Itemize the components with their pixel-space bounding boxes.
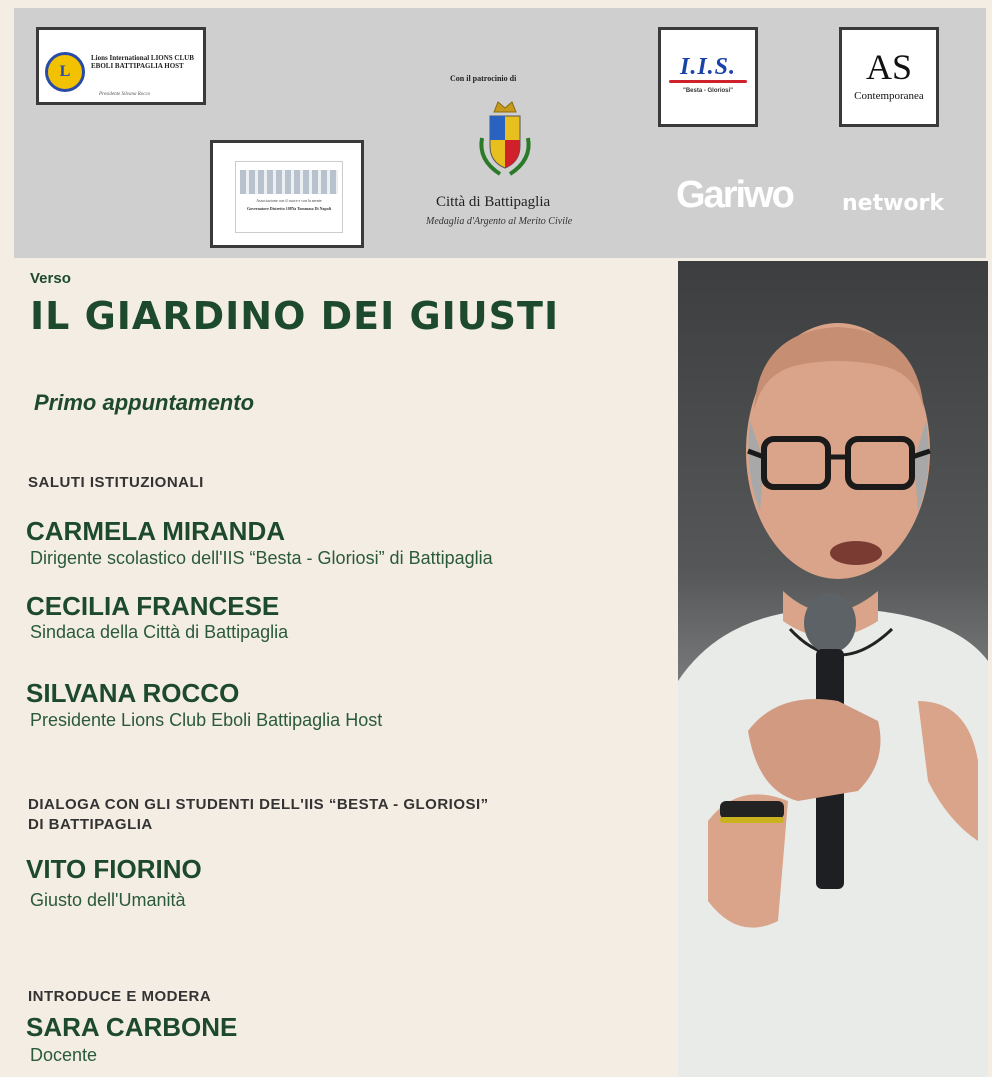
saluti-label: SALUTI ISTITUZIONALI [28,474,204,491]
patronage-label: Con il patrocinio di [450,74,517,83]
iis-subtitle: "Besta - Gloriosi" [682,88,734,94]
gariwo-network: network [842,191,945,216]
speaker-name: CECILIA FRANCESE [26,591,280,621]
governor-logo-box [210,140,364,248]
speaker-role: Presidente Lions Club Eboli Battipaglia Host [30,710,383,730]
event-kicker: Verso [30,270,71,287]
governor-card [235,161,343,233]
city-medal: Medaglia d'Argento al Merito Civile [426,216,573,227]
iis-swoosh-icon [669,80,747,83]
as-logo-box [839,27,939,127]
speaker-photo-illustration [678,261,988,1077]
iis-logo-box [658,27,758,127]
modera-label: INTRODUCE E MODERA [28,988,212,1005]
dialoga-line2: DI BATTIPAGLIA [28,816,153,833]
dialoga-line1: DIALOGA CON GLI STUDENTI DELL'IIS “BESTA - GLORIOSI” [28,796,489,813]
guest-name: VITO FIORINO [26,854,202,884]
moderator-role: Docente [30,1045,98,1065]
guest-role: Giusto dell'Umanità [30,890,186,910]
moderator-name: SARA CARBONE [26,1012,238,1042]
lions-club-title: Lions International LIONS CLUB EBOLI BATTIPAGLIA HOST [91,54,194,70]
event-title: IL GIARDINO DEI GIUSTI [30,294,560,338]
event-subtitle: Primo appuntamento [34,390,255,415]
city-name: Città di Battipaglia [436,194,551,210]
speaker-name: SILVANA ROCCO [26,678,240,708]
as-name: Contemporanea [854,90,924,102]
lions-club-logo-box [36,27,206,105]
speaker-name: CARMELA MIRANDA [26,516,286,546]
speaker-role: Dirigente scolastico dell'IIS “Besta - Gloriosi” di Battipaglia [30,548,493,568]
as-logo: AS [865,47,913,87]
iis-logo: I.I.S. [679,54,737,80]
building-icon [240,170,338,194]
city-crest-icon [474,100,536,182]
speaker-photo [678,261,988,1077]
governor-line2: Governatore Distretto 108Ya Tommaso Di Napoli [247,206,331,211]
gariwo-logo: Gariwo [676,174,793,216]
lions-emblem-icon: L [45,52,85,92]
governor-line1: Associazione con il cuore e con la mente [256,198,322,203]
speaker-role: Sindaca della Città di Battipaglia [30,622,289,642]
sponsor-header [14,8,986,258]
lions-club-president: Presidente Silvana Rocco [99,92,151,97]
